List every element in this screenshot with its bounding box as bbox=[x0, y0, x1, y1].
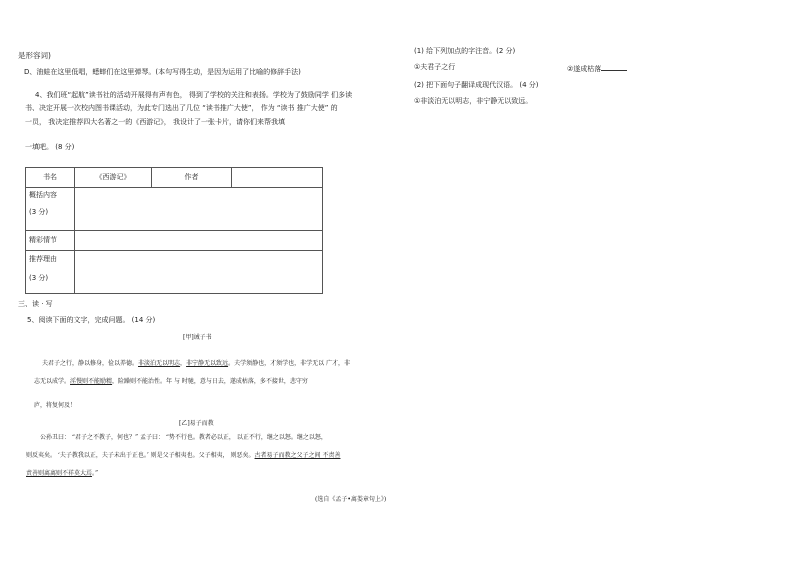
summary-value-field[interactable] bbox=[75, 188, 323, 231]
section-3-heading: 三、读 · 写 bbox=[18, 300, 53, 308]
passage-b-text: 则反夷矣。 ‘夫子教我以正，夫子未出于正也。’ 则是父子相夷也。父子相夷， 则恶矣。 bbox=[26, 452, 255, 459]
book-recommendation-card bbox=[25, 167, 323, 294]
summary-score: (3 分) bbox=[29, 208, 49, 216]
question-4-line-1: 4、我们班“起航”读书社的活动开展得有声有色， 得到了学校的关注和表扬。学校为了鼓励同学 们多读 bbox=[35, 91, 353, 99]
highlight-label: 精彩情节 bbox=[26, 231, 75, 251]
reason-cell bbox=[26, 251, 75, 294]
passage-a-text: 志无以成学。 bbox=[34, 378, 71, 385]
question-4-line-4: 一填吧。 (8 分) bbox=[25, 143, 75, 151]
right-question-1: (1) 给下列加点的字注音。(2 分) bbox=[414, 47, 516, 55]
right-question-1b-text: ②遂成枯落 bbox=[567, 65, 602, 73]
right-question-2: (2) 把下面句子翻译成现代汉语。 (4 分) bbox=[414, 81, 539, 89]
book-value: 《西游记》 bbox=[75, 168, 152, 188]
question-4-line-3: 一员， 我决定推荐四大名著之一的《西游记》， 我设计了一张卡片，请你们来帮我填 bbox=[25, 118, 285, 126]
reason-label: 推荐理由 bbox=[29, 255, 57, 263]
author-label: 作者 bbox=[152, 168, 232, 188]
passage-a-line-2 bbox=[34, 377, 308, 386]
summary-cell bbox=[26, 188, 75, 231]
passage-source: (选自《孟子•离娄章句上》) bbox=[315, 496, 387, 503]
option-d: D、油蛙在这里低唱，蟋蟀们在这里弹琴。(本句写得生动，是因为运用了比喻的修辞手法) bbox=[24, 68, 301, 76]
summary-label: 概括内容 bbox=[29, 191, 57, 199]
passage-a-title: [甲]诫子书 bbox=[183, 334, 212, 341]
reason-value-field[interactable] bbox=[75, 251, 323, 294]
highlight-value-field[interactable] bbox=[75, 231, 323, 251]
right-question-1b bbox=[567, 63, 627, 74]
question-5: 5、阅读下面的文字，完成问题。 (14 分) bbox=[27, 316, 156, 324]
underlined-phrase: 责善则离离则不祥莫大焉 bbox=[26, 470, 93, 477]
passage-a-text: ， bbox=[180, 360, 187, 367]
right-question-1a: ①夫君子之行 bbox=[414, 63, 456, 71]
underlined-phrase: 淫慢则不能励精 bbox=[70, 378, 113, 385]
right-question-2a: ①非淡泊无以明志，非宁静无以致远。 bbox=[414, 97, 533, 105]
answer-blank[interactable] bbox=[601, 63, 627, 71]
passage-b-line-3 bbox=[26, 469, 98, 478]
underlined-phrase: 古者易子而教之父子之间 不责善 bbox=[254, 452, 341, 459]
question-4-line-2: 书、决定开展一次校内图书课活动，为此专门选出了几位 “读书推广大使”， 作为 “读书 推广大使” 的 bbox=[25, 104, 338, 112]
author-value-field[interactable] bbox=[232, 168, 323, 188]
passage-b-title: [乙]易子而教 bbox=[179, 420, 214, 427]
passage-b-line-1: 公孙丑曰： “君子之不教子，何也？” 孟子曰： “势不行也。教者必以正， 以正不行，继之以怒。继之以怒， bbox=[40, 434, 327, 441]
passage-a-line-3: 庐，将复何及！ bbox=[34, 402, 77, 409]
passage-a-text: 。夫学须静也，才须学也，非学无以 广才，非 bbox=[228, 360, 350, 367]
underlined-phrase: 非淡泊无以明志 bbox=[138, 360, 181, 367]
underlined-phrase: 非宁静无以致远 bbox=[186, 360, 229, 367]
passage-b-text: 。” bbox=[92, 470, 99, 477]
passage-a-text: 年 与 时驰，意与日去，遂成枯落，多不接世，悲守穷 bbox=[166, 378, 308, 385]
passage-a-text: 夫君子之行，静以修身，俭以养德。 bbox=[42, 360, 139, 367]
passage-a-line-1 bbox=[42, 359, 350, 368]
passage-b-line-2 bbox=[26, 451, 340, 460]
book-label: 书名 bbox=[26, 168, 75, 188]
reason-score: (3 分) bbox=[29, 274, 49, 282]
continued-text: 是形容词) bbox=[18, 51, 51, 60]
passage-a-text: ，险躁则不能治性。 bbox=[112, 378, 167, 385]
